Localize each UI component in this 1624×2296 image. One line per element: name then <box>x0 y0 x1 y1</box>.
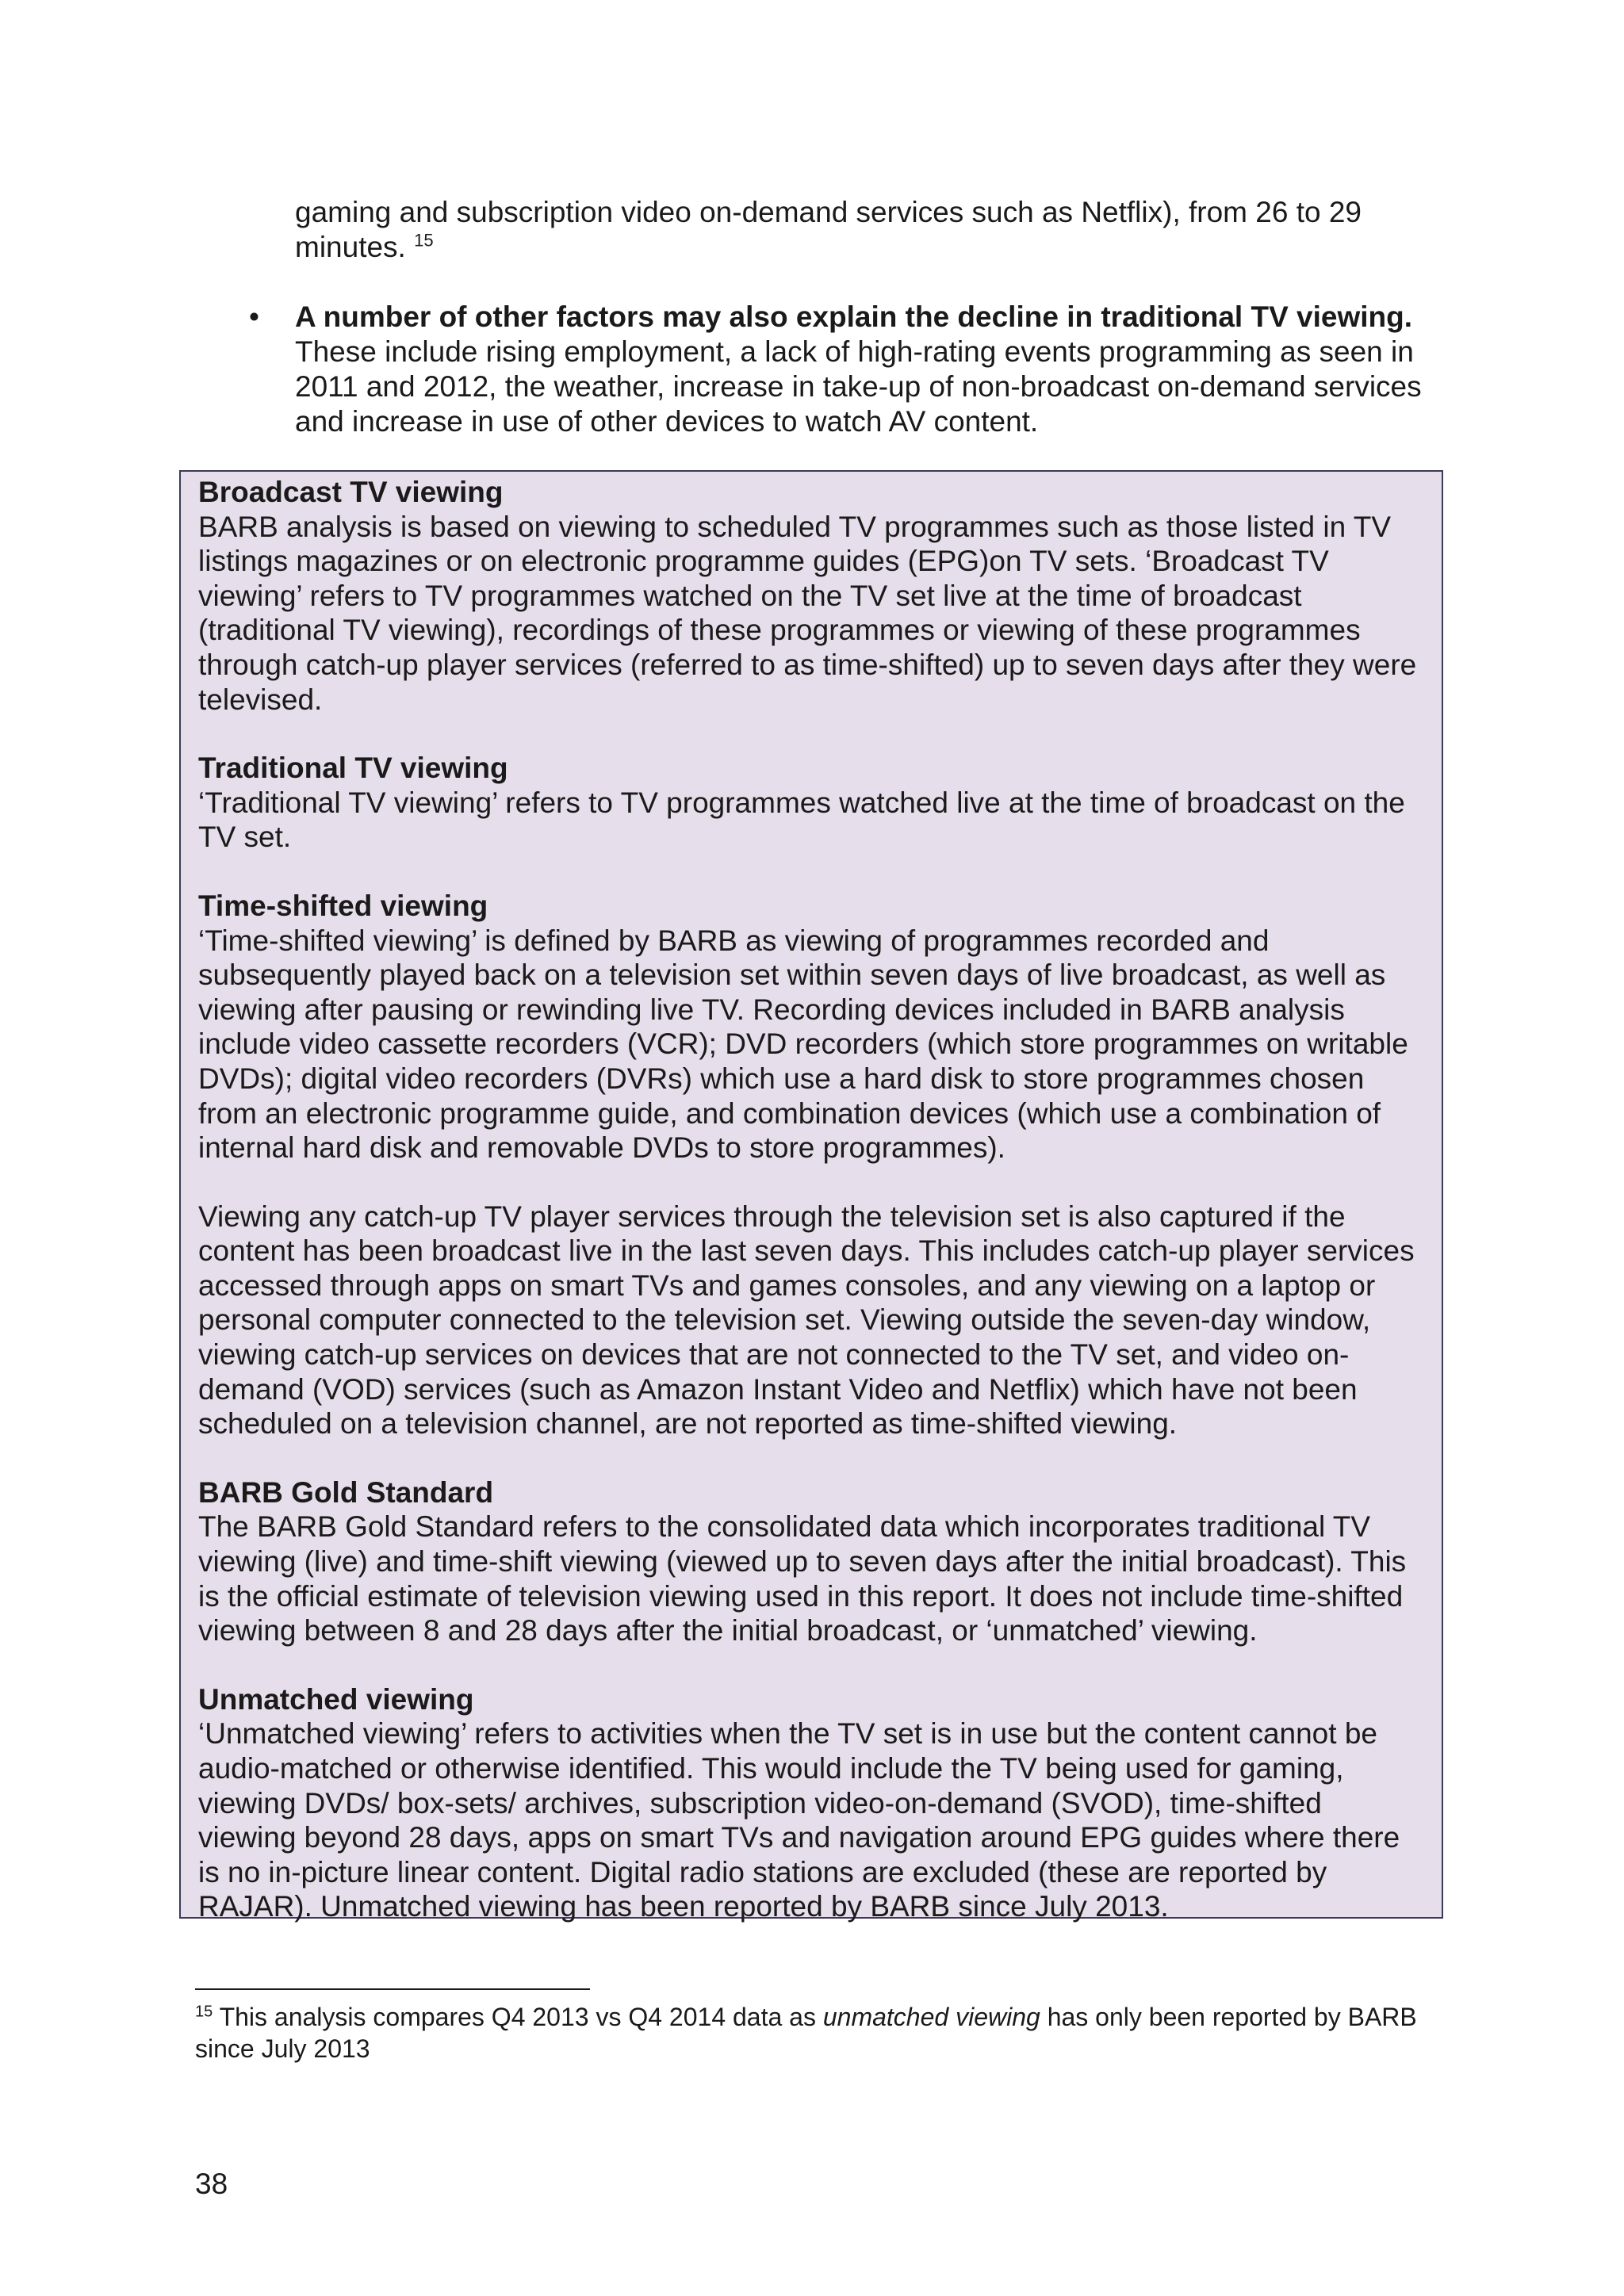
definition-heading: Time-shifted viewing <box>198 889 488 922</box>
footnote <box>195 2001 1432 2064</box>
bullet-icon: • <box>249 300 259 333</box>
definition-section-traditional <box>198 751 1424 855</box>
definitions-box <box>179 470 1443 1923</box>
definition-heading: BARB Gold Standard <box>198 1475 494 1509</box>
definition-paragraph: ‘Unmatched viewing’ refers to activities when the TV set is in use but the content cannot be audio-matched or otherwise identified. This would include the TV being used for gaming, viewing DVDs/ box-sets/ archives, subscription video-on-demand (SVOD), time-shifted viewing beyond 28 days, apps on smart TVs and navigation around EPG guides where there is no in-picture linear content. Digital radio stations are excluded (these are reported by RAJAR). Unmatched viewing has been reported by BARB since July 2013. <box>198 1717 1400 1923</box>
intro-continuation-paragraph <box>295 195 1421 265</box>
definition-heading: Traditional TV viewing <box>198 752 508 785</box>
definition-paragraph: ‘Traditional TV viewing’ refers to TV programmes watched live at the time of broadcast on the TV set. <box>198 786 1405 854</box>
definition-section-time-shifted <box>198 889 1424 1441</box>
definition-paragraph: BARB analysis is based on viewing to scheduled TV programmes such as those listed in TV listings magazines or on electronic programme guides (EPG)on TV sets. ‘Broadcast TV viewing’ refers to TV programmes watched on the TV set live at the time of broadcast (traditional TV viewing), recordings of these programmes or viewing of these programmes through catch-up player services (referred to as time-shifted) up to seven days after they were televised. <box>198 510 1417 716</box>
bullet-list-item <box>249 300 1437 439</box>
definition-heading: Unmatched viewing <box>198 1682 474 1716</box>
footnote-number: 15 <box>195 2003 213 2021</box>
definition-paragraph: The BARB Gold Standard refers to the consolidated data which incorporates traditional TV viewing (live) and time-shift viewing (viewed up to seven days after the initial broadcast). This is the official estimate of television viewing used in this report. It does not include time-shifted viewing between 8 and 28 days after the initial broadcast, or ‘unmatched’ viewing. <box>198 1510 1407 1647</box>
definition-section-gold-standard <box>198 1475 1424 1648</box>
bullet-bold-lead: A number of other factors may also explain the decline in traditional TV viewing. <box>295 300 1413 333</box>
definition-section-unmatched <box>198 1682 1424 1924</box>
page-number: 38 <box>195 2168 228 2200</box>
intro-continuation-text: gaming and subscription video on-demand services such as Netflix), from 26 to 29 minutes. <box>295 196 1362 263</box>
definition-section-broadcast <box>198 475 1424 717</box>
footnote-separator <box>195 1988 590 1990</box>
footnote-text-before: This analysis compares Q4 2013 vs Q4 2014 data as <box>213 2003 823 2031</box>
footnote-text-italic: unmatched viewing <box>822 2003 1040 2031</box>
definition-paragraph: Viewing any catch-up TV player services through the television set is also captured if the content has been broadcast live in the last seven days. This includes catch-up player services accessed through apps on smart TVs and games consoles, and any viewing on a laptop or personal computer connected to the television set. Viewing outside the seven-day window, viewing catch-up services on devices that are not connected to the TV set, and video on-demand (VOD) services (such as Amazon Instant Video and Netflix) which have not been scheduled on a television channel, are not reported as time-shifted viewing. <box>198 1200 1415 1441</box>
definition-heading: Broadcast TV viewing <box>198 476 504 508</box>
footnote-text-after: has only been reported by BARB since July 2013 <box>195 2003 1417 2063</box>
definition-paragraph: ‘Time-shifted viewing’ is defined by BARB as viewing of programmes recorded and subsequently played back on a television set within seven days of live broadcast, as well as viewing after pausing or rewinding live TV. Recording devices included in BARB analysis include video cassette recorders (VCR); DVD recorders (which store programmes on writable DVDs); digital video recorders (DVRs) which use a hard disk to store programmes chosen from an electronic programme guide, and combination devices (which use a combination of internal hard disk and removable DVDs to store programmes). <box>198 924 1408 1165</box>
footnote-reference[interactable]: 15 <box>414 230 434 251</box>
bullet-body-text: These include rising employment, a lack of high-rating events programming as seen in 2011 and 2012, the weather, increase in take-up of non-broadcast on-demand services and increase in use of other devices to watch AV content. <box>295 335 1422 438</box>
